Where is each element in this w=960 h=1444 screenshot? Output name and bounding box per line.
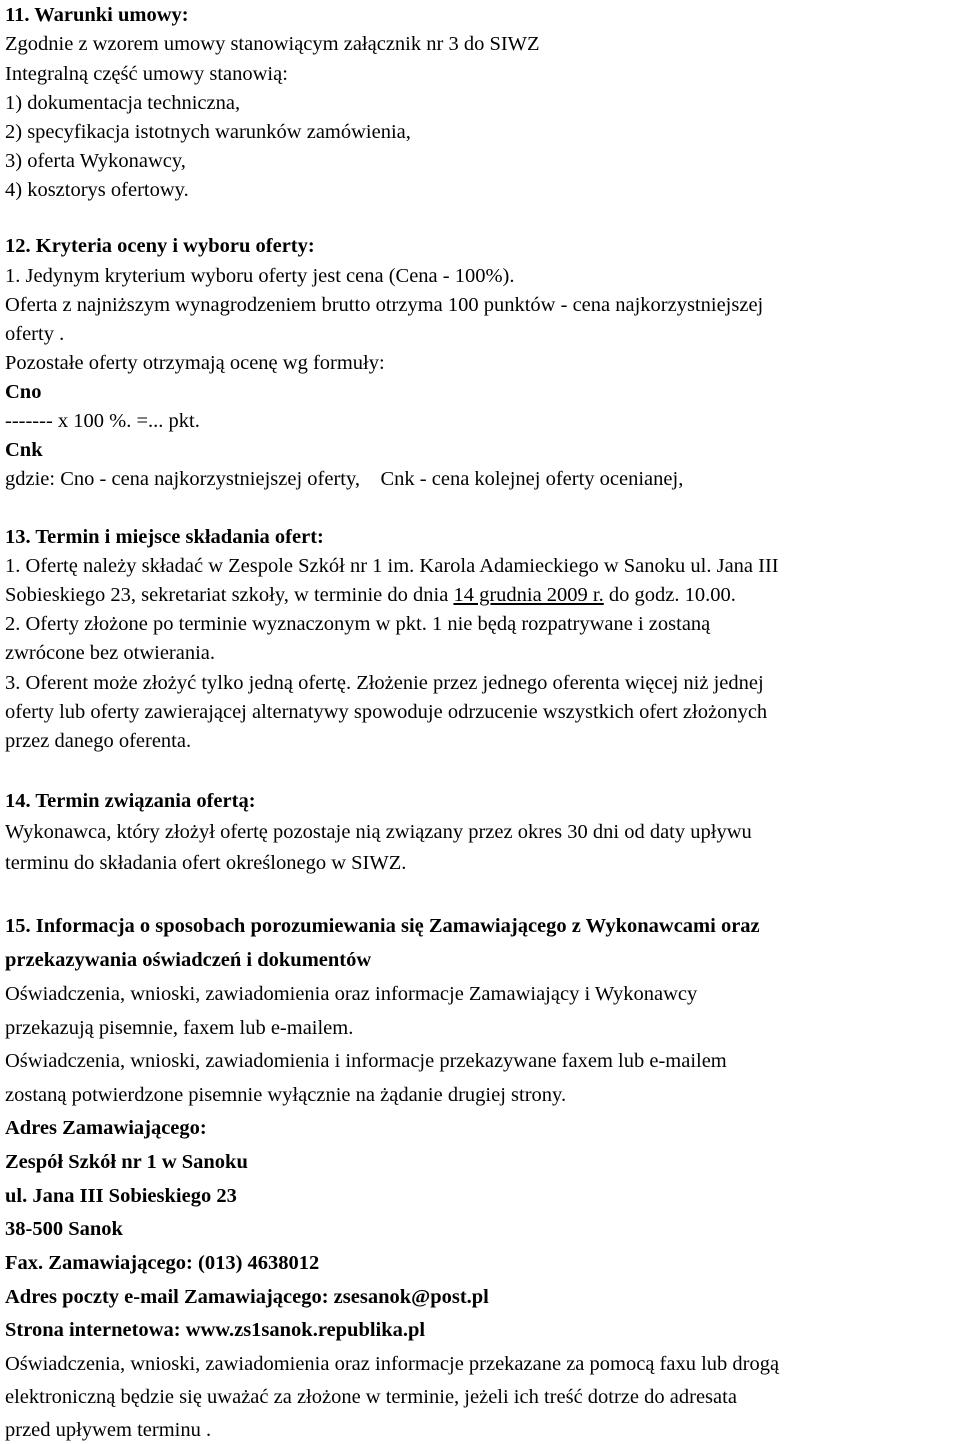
s11-line: 3) oferta Wykonawcy, — [5, 150, 186, 172]
section-11-heading: 11. Warunki umowy: — [5, 4, 189, 26]
s13-line — [5, 583, 736, 607]
section-15-heading: 15. Informacja o sposobach porozumiewania się Zamawiającego z Wykonawcami oraz — [5, 915, 760, 937]
address-street: ul. Jana III Sobieskiego 23 — [5, 1185, 237, 1207]
s13-line: 1. Ofertę należy składać w Zespole Szkół nr 1 im. Karola Adamieckiego w Sanoku ul. Jana III — [5, 555, 779, 577]
section-14-heading: 14. Termin związania ofertą: — [5, 790, 256, 812]
s15-line: Oświadczenia, wnioski, zawiadomienia oraz informacje Zamawiający i Wykonawcy — [5, 983, 698, 1005]
s15-line: przekazują pisemnie, faxem lub e-mailem. — [5, 1017, 354, 1039]
s15-line: elektroniczną będzie się uważać za złożone w terminie, jeżeli ich treść dotrze do adresata — [5, 1386, 737, 1408]
formula-line: ------- x 100 %. =... pkt. — [5, 410, 200, 432]
email-address: Adres poczty e-mail Zamawiającego: zsesanok@post.pl — [5, 1286, 489, 1308]
s13-line: oferty lub oferty zawierającej alternatywy spowoduje odrzucenie wszystkich ofert złożonych — [5, 701, 768, 723]
s12-line: Pozostałe oferty otrzymają ocenę wg formuły: — [5, 352, 385, 374]
deadline-date: 14 grudnia 2009 r. — [453, 584, 604, 606]
s13-line: przez danego oferenta. — [5, 730, 192, 752]
s13-text: Sobieskiego 23, sekretariat szkoły, w terminie do dnia — [5, 584, 454, 606]
s13-line: 2. Oferty złożone po terminie wyznaczonym w pkt. 1 nie będą rozpatrywane i zostaną — [5, 613, 711, 635]
s11-line: 4) kosztorys ofertowy. — [5, 179, 189, 201]
address-city: 38-500 Sanok — [5, 1218, 123, 1240]
website: Strona internetowa: www.zs1sanok.republika.pl — [5, 1319, 426, 1341]
s11-line: Integralną część umowy stanowią: — [5, 63, 288, 85]
address-name: Zespół Szkół nr 1 w Sanoku — [5, 1151, 248, 1173]
formula-denominator: Cnk — [5, 439, 43, 461]
fax-number: Fax. Zamawiającego: (013) 4638012 — [5, 1252, 320, 1274]
s11-line: 1) dokumentacja techniczna, — [5, 92, 241, 114]
s11-line: 2) specyfikacja istotnych warunków zamówienia, — [5, 121, 411, 143]
section-13-heading: 13. Termin i miejsce składania ofert: — [5, 526, 324, 548]
s12-line: 1. Jedynym kryterium wyboru oferty jest cena (Cena - 100%). — [5, 265, 515, 287]
s14-line: terminu do składania ofert określonego w SIWZ. — [5, 852, 407, 874]
formula-legend: gdzie: Cno - cena najkorzystniejszej oferty, Cnk - cena kolejnej oferty ocenianej, — [5, 468, 684, 490]
s14-line: Wykonawca, który złożył ofertę pozostaje nią związany przez okres 30 dni od daty upływu — [5, 821, 752, 843]
s15-line: zostaną potwierdzone pisemnie wyłącznie na żądanie drugiej strony. — [5, 1084, 567, 1106]
s13-line: zwrócone bez otwierania. — [5, 642, 216, 664]
s13-line: 3. Oferent może złożyć tylko jedną ofertę. Złożenie przez jednego oferenta więcej niż jednej — [5, 672, 764, 694]
formula-numerator: Cno — [5, 381, 42, 403]
section-15-heading-cont: przekazywania oświadczeń i dokumentów — [5, 949, 372, 971]
s11-line: Zgodnie z wzorem umowy stanowiącym załącznik nr 3 do SIWZ — [5, 33, 540, 55]
s12-line: Oferta z najniższym wynagrodzeniem brutto otrzyma 100 punktów - cena najkorzystniejszej — [5, 294, 764, 316]
address-label: Adres Zamawiającego: — [5, 1117, 207, 1139]
s13-text: do godz. 10.00. — [603, 584, 736, 606]
s15-line: Oświadczenia, wnioski, zawiadomienia i informacje przekazywane faxem lub e-mailem — [5, 1050, 727, 1072]
s15-line: Oświadczenia, wnioski, zawiadomienia oraz informacje przekazane za pomocą faxu lub drogą — [5, 1353, 780, 1375]
s12-line: oferty . — [5, 323, 65, 345]
section-12-heading: 12. Kryteria oceny i wyboru oferty: — [5, 235, 315, 257]
s15-line: przed upływem terminu . — [5, 1419, 212, 1441]
